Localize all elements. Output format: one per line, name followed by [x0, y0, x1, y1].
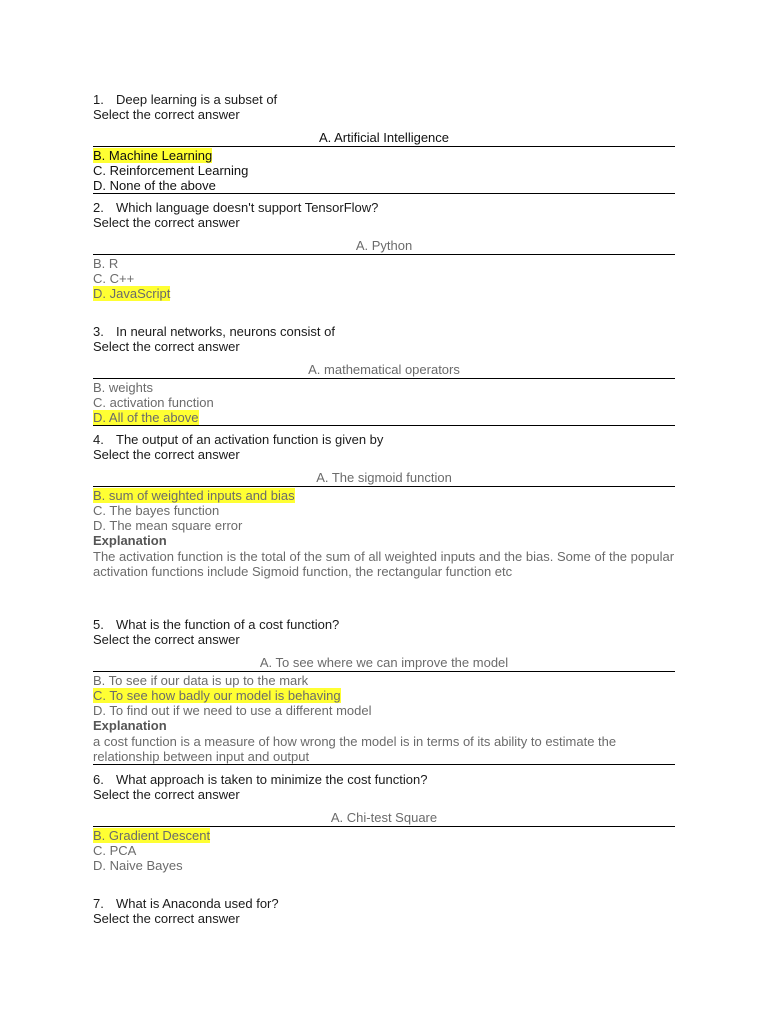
question-4	[93, 432, 675, 579]
option-c: C. activation function	[93, 394, 214, 410]
select-prompt: Select the correct answer	[93, 215, 240, 231]
option-a: A. Chi-test Square	[93, 809, 675, 827]
question-number: 2.	[93, 200, 104, 215]
question-7	[93, 896, 675, 927]
option-b: B. To see if our data is up to the mark	[93, 672, 309, 688]
question-text: What is the function of a cost function?	[116, 617, 340, 632]
select-prompt: Select the correct answer	[93, 339, 240, 355]
question-text: Deep learning is a subset of	[116, 92, 278, 107]
question-text: The output of an activation function is given by	[116, 432, 384, 447]
question-3	[93, 324, 675, 426]
option-d-correct: D. All of the above	[93, 410, 199, 426]
select-prompt: Select the correct answer	[93, 107, 240, 123]
explanation-text: The activation function is the total of the sum of all weighted inputs and the bias. Some of the popular activation functions include Sigmoid function, the rectangular function etc	[93, 548, 675, 580]
explanation-heading: Explanation	[93, 718, 167, 734]
option-d-correct: D. JavaScript	[93, 286, 171, 302]
option-b: B. weights	[93, 379, 153, 395]
question-6	[93, 772, 675, 873]
question-5	[93, 617, 675, 765]
select-prompt: Select the correct answer	[93, 447, 240, 463]
option-a: A. The sigmoid function	[93, 469, 675, 487]
select-prompt: Select the correct answer	[93, 787, 240, 803]
explanation-heading: Explanation	[93, 533, 167, 549]
option-b-correct: B. Machine Learning	[93, 147, 213, 163]
question-number: 7.	[93, 896, 104, 911]
option-b-correct: B. sum of weighted inputs and bias	[93, 487, 295, 503]
option-d: D. The mean square error	[93, 518, 243, 534]
question-number: 5.	[93, 617, 104, 632]
select-prompt: Select the correct answer	[93, 911, 240, 927]
question-1	[93, 92, 675, 194]
option-c: C. C++	[93, 270, 135, 286]
question-number: 1.	[93, 92, 104, 107]
question-text: In neural networks, neurons consist of	[116, 324, 335, 339]
option-a: A. Python	[93, 237, 675, 255]
option-b: B. R	[93, 255, 119, 271]
option-d: D. None of the above	[93, 178, 675, 194]
question-number: 4.	[93, 432, 104, 447]
select-prompt: Select the correct answer	[93, 632, 240, 648]
question-text: What approach is taken to minimize the cost function?	[116, 772, 428, 787]
option-c: C. Reinforcement Learning	[93, 162, 249, 178]
option-c-correct: C. To see how badly our model is behaving	[93, 687, 341, 703]
option-c: C. The bayes function	[93, 502, 220, 518]
question-2	[93, 200, 675, 301]
option-d: D. To find out if we need to use a different model	[93, 703, 372, 719]
option-a: A. To see where we can improve the model	[93, 654, 675, 672]
option-a: A. Artificial Intelligence	[93, 129, 675, 147]
question-number: 6.	[93, 772, 104, 787]
option-d: D. Naive Bayes	[93, 858, 183, 874]
question-text: Which language doesn't support TensorFlow?	[116, 200, 379, 215]
option-b-correct: B. Gradient Descent	[93, 827, 211, 843]
explanation-text: a cost function is a measure of how wrong the model is in terms of its ability to estimate the relationship between input and output	[93, 734, 675, 766]
question-number: 3.	[93, 324, 104, 339]
option-a: A. mathematical operators	[93, 361, 675, 379]
question-text: What is Anaconda used for?	[116, 896, 279, 911]
option-c: C. PCA	[93, 842, 137, 858]
